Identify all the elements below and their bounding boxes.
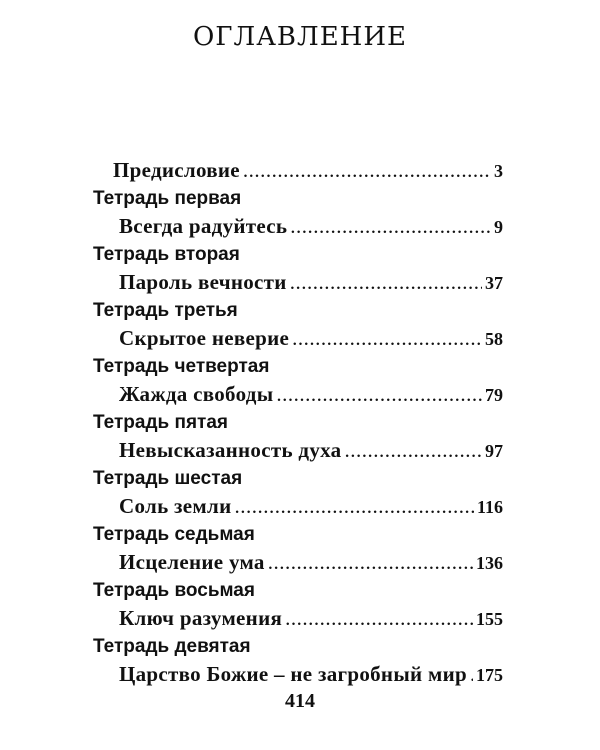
- table-of-contents: [93, 156, 503, 689]
- toc-entry-preface: [93, 156, 503, 185]
- toc-entry-4: [93, 380, 503, 409]
- dot-leader: [290, 212, 491, 241]
- toc-entry-9: [93, 660, 503, 689]
- toc-entry-page: 9: [494, 217, 503, 237]
- toc-entry-title: Соль земли: [119, 494, 232, 518]
- toc-entry-7: [93, 548, 503, 577]
- toc-entry-page: 116: [476, 497, 503, 517]
- toc-entry-1: [93, 212, 503, 241]
- toc-part-8: Тетрадь восьмая: [93, 580, 255, 601]
- toc-part-6: Тетрадь шестая: [93, 468, 243, 489]
- dot-leader: [344, 436, 482, 465]
- page-number: 414: [285, 690, 315, 712]
- toc-entry-title: Царство Божие – не загробный мир: [119, 662, 467, 686]
- toc-entry-page: 136: [476, 553, 503, 573]
- toc-entry-page: 155: [476, 609, 503, 629]
- dot-leader: [470, 660, 473, 689]
- toc-entry-3: [93, 324, 503, 353]
- toc-entry-title: Невысказанность духа: [119, 438, 342, 462]
- toc-part-7: Тетрадь седьмая: [93, 524, 255, 545]
- toc-entry-title: Исцеление ума: [119, 550, 265, 574]
- toc-entry-title: Скрытое неверие: [119, 326, 290, 350]
- dot-leader: [292, 324, 482, 353]
- dot-leader: [285, 604, 473, 633]
- toc-entry-page: 97: [485, 441, 503, 461]
- toc-entry-8: [93, 604, 503, 633]
- toc-part-5: Тетрадь пятая: [93, 412, 228, 433]
- toc-entry-6: [93, 492, 503, 521]
- toc-entry-5: [93, 436, 503, 465]
- dot-leader: [243, 156, 491, 185]
- toc-entry-2: [93, 268, 503, 297]
- toc-part-9: Тетрадь девятая: [93, 636, 251, 657]
- toc-entry-title: Жажда свободы: [119, 382, 274, 406]
- dot-leader: [234, 492, 474, 521]
- dot-leader: [268, 548, 473, 577]
- toc-entry-page: 3: [494, 161, 503, 181]
- toc-entry-title: Ключ разумения: [119, 606, 283, 630]
- toc-entry-page: 175: [476, 665, 503, 685]
- toc-part-4: Тетрадь четвертая: [93, 356, 270, 377]
- toc-entry-page: 58: [485, 329, 503, 349]
- dot-leader: [276, 380, 482, 409]
- toc-entry-page: 79: [485, 385, 503, 405]
- toc-part-1: Тетрадь первая: [93, 188, 242, 209]
- toc-entry-title: Предисловие: [113, 158, 240, 182]
- toc-part-2: Тетрадь вторая: [93, 244, 240, 265]
- dot-leader: [290, 268, 482, 297]
- toc-entry-title: Пароль вечности: [119, 270, 287, 294]
- toc-entry-page: 37: [485, 273, 503, 293]
- page-title: ОГЛАВЛЕНИЕ: [192, 22, 408, 52]
- toc-entry-title: Всегда радуйтесь: [119, 214, 288, 238]
- toc-part-3: Тетрадь третья: [93, 300, 238, 321]
